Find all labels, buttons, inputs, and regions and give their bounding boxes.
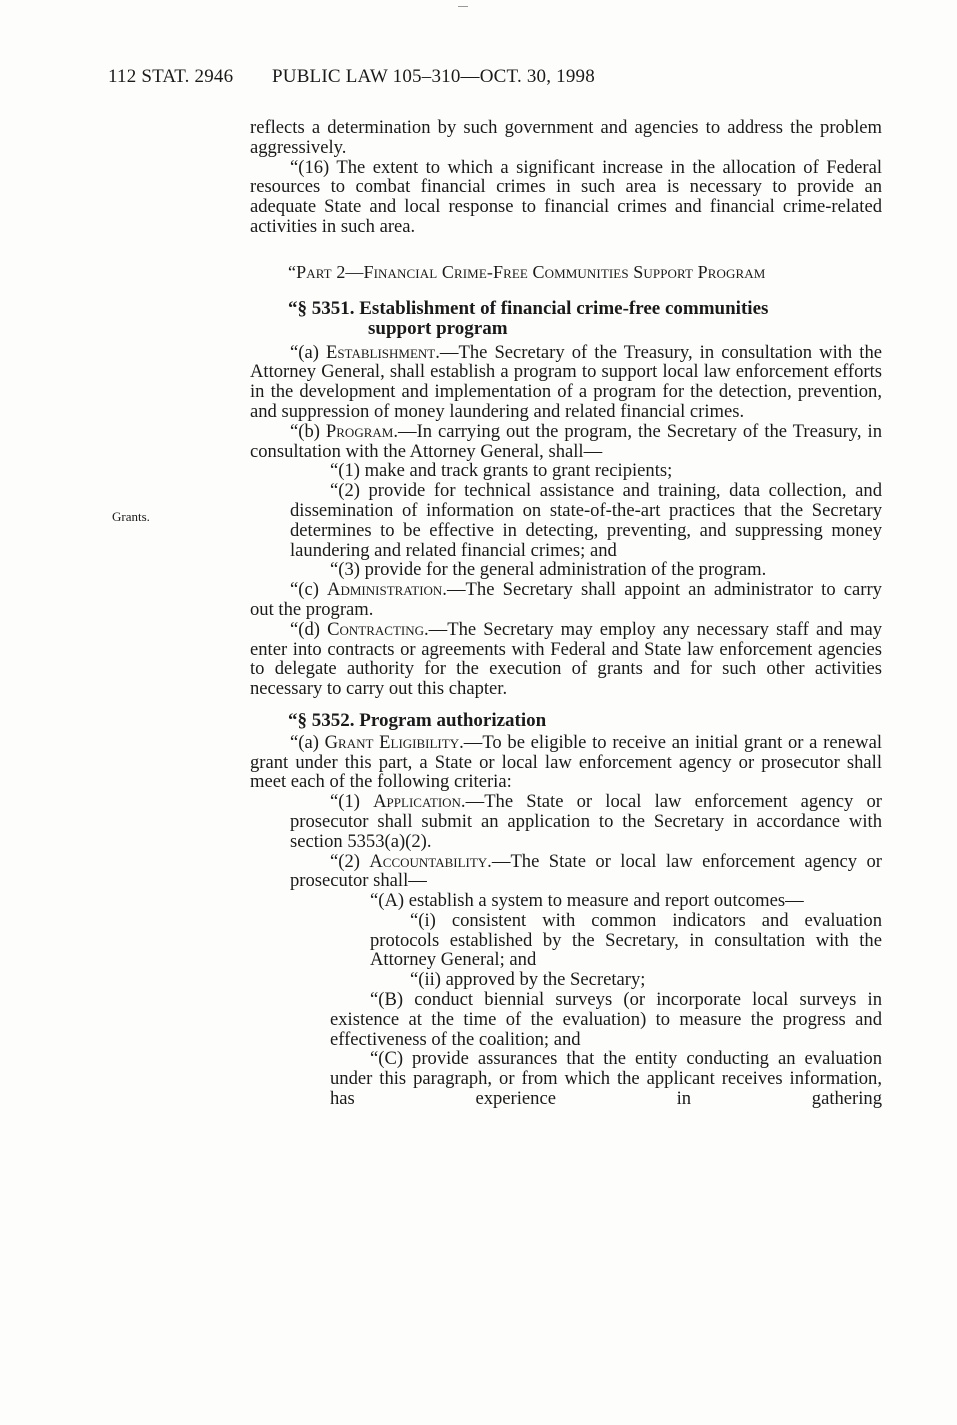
subsection-a-establishment [250,343,882,422]
label: “(a) [290,341,326,363]
subsection-text: —To be eligible to receive an initial grant or a renewal grant under this part, a State or local law enforcement agency or prosecutor shall meet each of the following criteria: [250,731,882,793]
subsection-text: —In carrying out the program, the Secretary of the Treasury, in consultation with the Attorney General, shall— [250,420,882,462]
page-reference: 112 STAT. 2946 [108,66,234,87]
paragraph-b1: “(1) make and track grants to grant recipients; [330,460,673,482]
label: “(c) [290,579,328,601]
paragraph-text: —The State or local law enforcement agency or prosecutor shall— [290,850,882,892]
clause-ii: “(ii) approved by the Secretary; [410,969,646,991]
body-text [250,118,882,1109]
paragraph-text: —The State or local law enforcement agency or prosecutor shall submit an application to the Secretary in accordance with section 5353(a)(2). [290,791,882,852]
subsection-text: —The Secretary may employ any necessary staff and may enter into contracts or agreements with Federal and State law enforcement agencies to delegate authority for the execution of grants and for such other activities necessary to carry out this chapter. [250,618,882,700]
section-5351-heading [250,299,882,339]
paragraph-2-accountability [250,852,882,892]
subsection-a-grant-eligibility [250,733,882,792]
subsection-heading: Program. [325,420,398,442]
paragraph-1-application [250,792,882,851]
subsection-c-administration [250,580,882,620]
subsection-heading: Establishment. [325,341,440,363]
section-5352-heading: “§ 5352. Program authorization [288,709,547,731]
subsection-text: —The Secretary of the Treasury, in consultation with the Attorney General, shall establish a program to support local law enforcement efforts in the development and implementation of a program for the detection, prevention, and suppression of money laundering and related financial crimes. [250,341,882,422]
margin-note: Grants. [112,509,150,524]
clause-i: “(i) consistent with common indicators and evaluation protocols established by the Secretary, in consultation with the Attorney General; and [370,909,882,971]
paragraph-16: “(16) The extent to which a significant increase in the allocation of Federal resources to combat financial crimes in such area is necessary to provide an adequate State and local response to financial crimes and financial crime-related activities in such area. [250,156,882,237]
subsection-heading: Administration. [327,579,447,601]
paragraph-heading: Application. [373,791,466,813]
subparagraph-A: “(A) establish a system to measure and report outcomes— [370,890,804,912]
subsection-d-contracting [250,620,882,699]
label: “(1) [330,791,374,813]
law-title: PUBLIC LAW 105–310—OCT. 30, 1998 [272,66,595,87]
paragraph-b2: “(2) provide for technical assistance and training, data collection, and dissemination of information on state-of-the-art practices that the Secretary determines to be effective in detecting, preventing, and suppressing money laundering and related financial crimes; and [290,480,882,561]
scan-mark [458,6,468,7]
paragraph-intro: reflects a determination by such government and agencies to address the problem aggressively. [250,117,882,158]
subparagraph-B: “(B) conduct biennial surveys (or incorporate local surveys in existence at the time of the evaluation) to measure the progress and effectiveness of the coalition; and [330,989,882,1050]
subsection-heading: Contracting. [327,618,429,640]
section-5351-heading-line2: support program [368,317,508,339]
label: “(b) [290,420,326,442]
paragraph-b3: “(3) provide for the general administration of the program. [330,559,767,581]
paragraph-heading: Accountability. [369,850,492,872]
subsection-b-program [250,422,882,462]
label: “(d) [290,618,328,640]
subsection-heading: Grant Eligibility. [324,731,464,753]
subparagraph-C: “(C) provide assurances that the entity conducting an evaluation under this paragraph, or from which the applicant receives information, has experience in gathering [330,1048,882,1110]
subsection-text: —The Secretary shall appoint an administrator to carry out the program. [250,579,882,620]
part-heading: “Part 2—Financial Crime-Free Communities Support Program [288,261,766,282]
label: “(a) [290,731,325,753]
label: “(2) [330,850,370,872]
section-5351-heading-line1: “§ 5351. Establishment of financial crime-free communities [288,297,769,319]
